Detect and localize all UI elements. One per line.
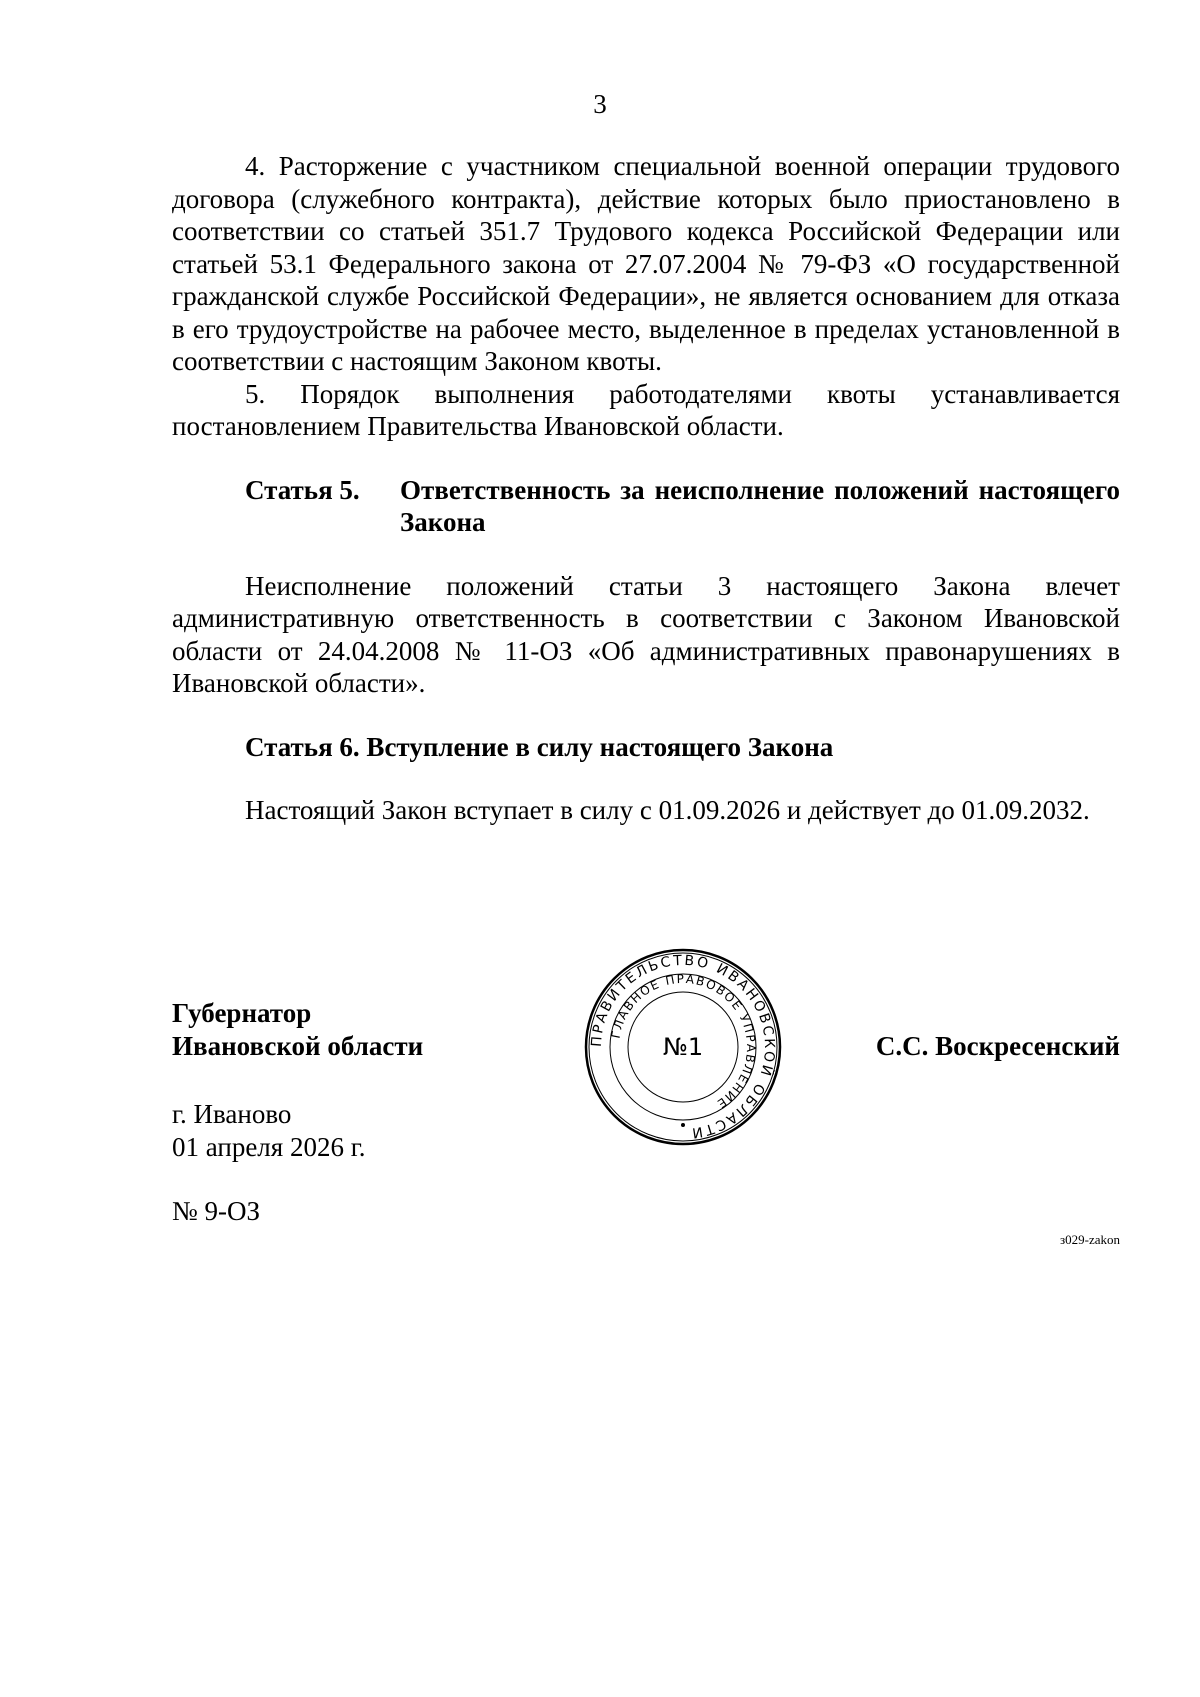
signing-date: 01 апреля 2026 г. [172,1132,366,1162]
signing-place-date [172,1098,365,1164]
article-5-heading [172,474,1120,539]
article-6-text: Настоящий Закон вступает в силу с 01.09.2026 и действует до 01.09.2032. [245,795,1090,825]
signatory-position [172,997,423,1063]
page-number: 3 [593,89,607,119]
position-line-1: Губернатор [172,998,312,1028]
stamp-dot [681,1123,685,1127]
law-number: № 9-ОЗ [172,1196,261,1226]
signing-city: г. Иваново [172,1099,292,1129]
stamp-center-number: №1 [662,1033,704,1061]
official-stamp [583,947,783,1147]
stamp-inner-text: ГЛАВНОЕ ПРАВОВОЕ УПРАВЛЕНИЕ [608,971,759,1112]
document-id: з029-zakon [1059,1232,1120,1247]
paragraph-4: 4. Расторжение с участником специальной военной операции трудового договора (служебного контракта), действие которых было приостановлено в соответствии со статьей 351.7 Трудового кодекса Российской Федерации или статьей 53.1 Федерального закона от 27.07.2004 № 79-ФЗ «О государственной гражданской службе Российской Федерации», не является основанием для отказа в его трудоустройстве на рабочее место, выделенное в пределах установленной в соответствии с настоящим Законом квоты. [172,151,1120,376]
stamp-outer-text: ПРАВИТЕЛЬСТВО ИВАНОВСКОЙ ОБЛАСТИ [588,952,778,1141]
article-5-title: Ответственность за неисполнение положений настоящего Закона [400,474,1120,537]
article-5-label: Статья 5. [245,474,360,505]
paragraph-5: 5. Порядок выполнения работодателями квоты устанавливается постановлением Правительства Ивановской области. [172,378,1120,441]
article-5-text: Неисполнение положений статьи 3 настоящего Закона влечет административную ответственность в соответствии с Законом Ивановской области от 24.04.2008 № 11-ОЗ «Об административных правонарушениях в Ивановской области». [172,570,1120,698]
article-6-heading: Статья 6. Вступление в силу настоящего Закона [245,731,834,762]
document-body [172,150,1120,827]
position-line-2: Ивановской области [172,1031,424,1061]
signatory-name: С.С. Воскресенский [875,1031,1120,1061]
